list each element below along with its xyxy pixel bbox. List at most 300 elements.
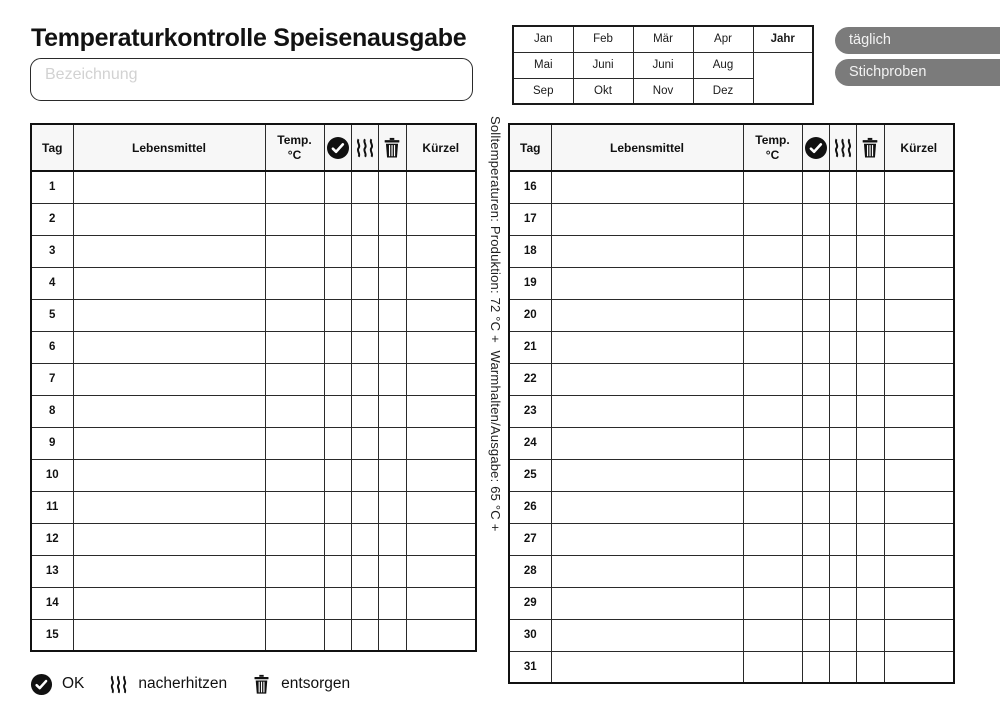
food-cell[interactable] — [73, 331, 265, 363]
ok-cell[interactable] — [802, 267, 829, 299]
day-cell: 11 — [31, 491, 73, 523]
temp-cell[interactable] — [743, 235, 802, 267]
food-cell[interactable] — [73, 587, 265, 619]
reheat-cell[interactable] — [829, 587, 856, 619]
day-cell: 27 — [509, 523, 551, 555]
legend-ok — [30, 673, 84, 696]
reheat-cell[interactable] — [351, 523, 378, 555]
discard-cell[interactable] — [378, 587, 406, 619]
ok-cell[interactable] — [324, 331, 351, 363]
initials-cell[interactable] — [884, 363, 954, 395]
log-row — [509, 235, 954, 267]
reheat-cell[interactable] — [351, 587, 378, 619]
temp-cell[interactable] — [265, 459, 324, 491]
day-cell: 16 — [509, 171, 551, 203]
initials-cell[interactable] — [406, 395, 476, 427]
discard-cell[interactable] — [378, 363, 406, 395]
log-row — [509, 651, 954, 683]
page-title: Temperaturkontrolle Speisenausgabe — [31, 24, 467, 52]
temp-cell[interactable] — [743, 555, 802, 587]
ok-cell[interactable] — [802, 299, 829, 331]
discard-cell[interactable] — [856, 491, 884, 523]
log-row — [31, 363, 476, 395]
initials-cell[interactable] — [406, 203, 476, 235]
target-temperature-note: Solltemperaturen: Produktion: 72 °C + Warmhalten/Ausgabe: 65 °C + — [488, 116, 503, 532]
temp-cell[interactable] — [265, 523, 324, 555]
log-row — [509, 363, 954, 395]
food-cell[interactable] — [73, 363, 265, 395]
designation-input[interactable] — [30, 58, 473, 101]
reheat-cell[interactable] — [351, 395, 378, 427]
reheat-cell[interactable] — [829, 427, 856, 459]
month-aug[interactable]: Aug — [693, 52, 753, 78]
log-row — [31, 587, 476, 619]
discard-cell[interactable] — [378, 427, 406, 459]
reheat-cell[interactable] — [351, 427, 378, 459]
discard-cell[interactable] — [378, 523, 406, 555]
food-cell[interactable] — [551, 203, 743, 235]
food-cell[interactable] — [73, 459, 265, 491]
header-day: Tag — [31, 124, 73, 171]
food-cell[interactable] — [551, 555, 743, 587]
reheat-cell[interactable] — [829, 203, 856, 235]
initials-cell[interactable] — [406, 555, 476, 587]
log-row — [31, 427, 476, 459]
ok-cell[interactable] — [802, 363, 829, 395]
initials-cell[interactable] — [884, 619, 954, 651]
day-cell: 2 — [31, 203, 73, 235]
day-cell: 29 — [509, 587, 551, 619]
log-row — [509, 331, 954, 363]
log-row — [31, 555, 476, 587]
reheat-cell[interactable] — [829, 171, 856, 203]
ok-cell[interactable] — [324, 427, 351, 459]
reheat-cell[interactable] — [829, 619, 856, 651]
day-cell: 8 — [31, 395, 73, 427]
ok-cell[interactable] — [802, 619, 829, 651]
reheat-icon — [832, 136, 854, 160]
temp-cell[interactable] — [265, 395, 324, 427]
ok-cell[interactable] — [324, 299, 351, 331]
month-jan[interactable]: Jan — [513, 26, 573, 52]
reheat-cell[interactable] — [351, 363, 378, 395]
initials-cell[interactable] — [884, 491, 954, 523]
ok-icon — [804, 136, 828, 160]
reheat-cell[interactable] — [351, 459, 378, 491]
initials-cell[interactable] — [884, 203, 954, 235]
day-cell: 7 — [31, 363, 73, 395]
month-dez[interactable]: Dez — [693, 78, 753, 104]
food-cell[interactable] — [73, 491, 265, 523]
temp-cell[interactable] — [743, 459, 802, 491]
temp-cell[interactable] — [265, 171, 324, 203]
day-cell: 1 — [31, 171, 73, 203]
food-cell[interactable] — [551, 363, 743, 395]
month-nov[interactable]: Nov — [633, 78, 693, 104]
discard-cell[interactable] — [856, 555, 884, 587]
log-table-left — [30, 123, 477, 652]
discard-cell[interactable] — [856, 203, 884, 235]
initials-cell[interactable] — [884, 459, 954, 491]
legend-reheat — [108, 673, 227, 696]
initials-cell[interactable] — [884, 427, 954, 459]
temp-cell[interactable] — [265, 299, 324, 331]
temp-cell[interactable] — [743, 491, 802, 523]
year-entry-cell[interactable] — [753, 52, 813, 104]
header-discard — [378, 124, 406, 171]
header-discard — [856, 124, 884, 171]
initials-cell[interactable] — [406, 587, 476, 619]
day-cell: 14 — [31, 587, 73, 619]
day-cell: 18 — [509, 235, 551, 267]
log-row — [509, 587, 954, 619]
discard-cell[interactable] — [378, 491, 406, 523]
legend-ok-label: OK — [62, 675, 85, 692]
reheat-cell[interactable] — [829, 267, 856, 299]
day-cell: 12 — [31, 523, 73, 555]
initials-cell[interactable] — [406, 363, 476, 395]
discard-cell[interactable] — [856, 395, 884, 427]
temp-cell[interactable] — [265, 555, 324, 587]
reheat-cell[interactable] — [351, 267, 378, 299]
initials-cell[interactable] — [884, 235, 954, 267]
food-cell[interactable] — [73, 235, 265, 267]
log-header-row — [31, 124, 476, 171]
reheat-cell[interactable] — [351, 619, 378, 651]
reheat-cell[interactable] — [351, 299, 378, 331]
food-cell[interactable] — [73, 395, 265, 427]
discard-cell[interactable] — [856, 171, 884, 203]
log-row — [509, 427, 954, 459]
day-cell: 25 — [509, 459, 551, 491]
month-feb[interactable]: Feb — [573, 26, 633, 52]
discard-cell[interactable] — [378, 203, 406, 235]
ok-cell[interactable] — [324, 171, 351, 203]
discard-cell[interactable] — [856, 587, 884, 619]
day-cell: 10 — [31, 459, 73, 491]
ok-cell[interactable] — [324, 203, 351, 235]
food-cell[interactable] — [73, 203, 265, 235]
reheat-cell[interactable] — [829, 491, 856, 523]
discard-cell[interactable] — [856, 235, 884, 267]
discard-cell[interactable] — [856, 651, 884, 683]
reheat-cell[interactable] — [829, 395, 856, 427]
header-food: Lebensmittel — [551, 124, 743, 171]
ok-cell[interactable] — [324, 459, 351, 491]
temp-cell[interactable] — [265, 267, 324, 299]
food-cell[interactable] — [551, 235, 743, 267]
badge-spot-checks[interactable]: Stichproben — [835, 59, 1000, 86]
discard-cell[interactable] — [856, 523, 884, 555]
log-row — [509, 619, 954, 651]
header-reheat — [351, 124, 378, 171]
log-row — [509, 459, 954, 491]
log-row — [31, 203, 476, 235]
food-cell[interactable] — [551, 171, 743, 203]
header-temp: Temp. °C — [265, 124, 324, 171]
ok-cell[interactable] — [324, 523, 351, 555]
ok-cell[interactable] — [802, 395, 829, 427]
temp-cell[interactable] — [743, 651, 802, 683]
log-row — [31, 267, 476, 299]
header-temp: Temp. °C — [743, 124, 802, 171]
log-row — [509, 523, 954, 555]
temp-cell[interactable] — [743, 299, 802, 331]
reheat-cell[interactable] — [351, 491, 378, 523]
temp-cell[interactable] — [743, 395, 802, 427]
temp-cell[interactable] — [743, 619, 802, 651]
log-row — [31, 395, 476, 427]
initials-cell[interactable] — [406, 523, 476, 555]
initials-cell[interactable] — [884, 171, 954, 203]
day-cell: 9 — [31, 427, 73, 459]
reheat-cell[interactable] — [829, 235, 856, 267]
month-okt[interactable]: Okt — [573, 78, 633, 104]
food-cell[interactable] — [551, 523, 743, 555]
trash-icon — [251, 673, 272, 696]
log-row — [509, 395, 954, 427]
reheat-cell[interactable] — [351, 331, 378, 363]
food-cell[interactable] — [551, 651, 743, 683]
food-cell[interactable] — [73, 555, 265, 587]
initials-cell[interactable] — [406, 619, 476, 651]
temp-cell[interactable] — [743, 523, 802, 555]
reheat-icon — [108, 673, 129, 696]
temp-cell[interactable] — [743, 363, 802, 395]
ok-icon — [326, 136, 350, 160]
initials-cell[interactable] — [406, 491, 476, 523]
reheat-cell[interactable] — [829, 363, 856, 395]
ok-icon — [30, 673, 53, 696]
discard-cell[interactable] — [856, 363, 884, 395]
initials-cell[interactable] — [406, 299, 476, 331]
ok-cell[interactable] — [802, 459, 829, 491]
food-cell[interactable] — [551, 299, 743, 331]
reheat-cell[interactable] — [351, 203, 378, 235]
ok-cell[interactable] — [802, 203, 829, 235]
discard-cell[interactable] — [856, 299, 884, 331]
trash-icon — [859, 136, 881, 160]
legend-reheat-label: nacherhitzen — [138, 675, 228, 692]
month-mai[interactable]: Mai — [513, 52, 573, 78]
badge-daily[interactable]: täglich — [835, 27, 1000, 54]
food-cell[interactable] — [73, 299, 265, 331]
discard-cell[interactable] — [856, 619, 884, 651]
reheat-cell[interactable] — [829, 651, 856, 683]
initials-cell[interactable] — [406, 331, 476, 363]
food-cell[interactable] — [551, 491, 743, 523]
log-table-right — [508, 123, 955, 684]
initials-cell[interactable] — [406, 235, 476, 267]
log-row — [31, 299, 476, 331]
ok-cell[interactable] — [802, 491, 829, 523]
legend-discard-label: entsorgen — [281, 675, 351, 692]
header-food: Lebensmittel — [73, 124, 265, 171]
initials-cell[interactable] — [406, 171, 476, 203]
ok-cell[interactable] — [802, 427, 829, 459]
food-cell[interactable] — [551, 619, 743, 651]
ok-cell[interactable] — [324, 491, 351, 523]
initials-cell[interactable] — [884, 395, 954, 427]
day-cell: 31 — [509, 651, 551, 683]
log-row — [31, 171, 476, 203]
temp-cell[interactable] — [743, 427, 802, 459]
legend-discard — [251, 673, 350, 696]
temp-cell[interactable] — [743, 331, 802, 363]
log-row — [31, 459, 476, 491]
year-label: Jahr — [753, 26, 813, 52]
trash-icon — [381, 136, 403, 160]
ok-cell[interactable] — [802, 587, 829, 619]
initials-cell[interactable] — [406, 267, 476, 299]
day-cell: 22 — [509, 363, 551, 395]
log-row — [509, 555, 954, 587]
food-cell[interactable] — [73, 523, 265, 555]
header-initials: Kürzel — [884, 124, 954, 171]
discard-cell[interactable] — [378, 235, 406, 267]
reheat-cell[interactable] — [829, 459, 856, 491]
temp-cell[interactable] — [265, 491, 324, 523]
day-cell: 23 — [509, 395, 551, 427]
discard-cell[interactable] — [378, 267, 406, 299]
ok-cell[interactable] — [802, 651, 829, 683]
food-cell[interactable] — [551, 459, 743, 491]
food-cell[interactable] — [551, 587, 743, 619]
day-cell: 4 — [31, 267, 73, 299]
reheat-cell[interactable] — [829, 555, 856, 587]
day-cell: 17 — [509, 203, 551, 235]
temp-cell[interactable] — [265, 427, 324, 459]
discard-cell[interactable] — [378, 395, 406, 427]
ok-cell[interactable] — [324, 555, 351, 587]
legend — [30, 669, 374, 699]
day-cell: 5 — [31, 299, 73, 331]
day-cell: 21 — [509, 331, 551, 363]
reheat-cell[interactable] — [829, 299, 856, 331]
initials-cell[interactable] — [884, 555, 954, 587]
ok-cell[interactable] — [802, 523, 829, 555]
ok-cell[interactable] — [802, 555, 829, 587]
initials-cell[interactable] — [884, 587, 954, 619]
initials-cell[interactable] — [406, 459, 476, 491]
month-juni[interactable]: Juni — [573, 52, 633, 78]
discard-cell[interactable] — [378, 331, 406, 363]
day-cell: 19 — [509, 267, 551, 299]
reheat-cell[interactable] — [351, 171, 378, 203]
initials-cell[interactable] — [884, 267, 954, 299]
temp-cell[interactable] — [265, 587, 324, 619]
log-row — [31, 331, 476, 363]
day-cell: 6 — [31, 331, 73, 363]
reheat-cell[interactable] — [351, 235, 378, 267]
log-row — [31, 619, 476, 651]
ok-cell[interactable] — [802, 171, 829, 203]
header-ok — [324, 124, 351, 171]
ok-cell[interactable] — [324, 587, 351, 619]
day-cell: 28 — [509, 555, 551, 587]
ok-cell[interactable] — [324, 395, 351, 427]
month-sep[interactable]: Sep — [513, 78, 573, 104]
initials-cell[interactable] — [406, 427, 476, 459]
ok-cell[interactable] — [324, 235, 351, 267]
food-cell[interactable] — [73, 619, 265, 651]
temp-cell[interactable] — [265, 235, 324, 267]
header-reheat — [829, 124, 856, 171]
reheat-cell[interactable] — [829, 523, 856, 555]
ok-cell[interactable] — [324, 267, 351, 299]
ok-cell[interactable] — [324, 363, 351, 395]
month-selector-grid — [512, 25, 814, 105]
header-initials: Kürzel — [406, 124, 476, 171]
initials-cell[interactable] — [884, 299, 954, 331]
log-row — [509, 171, 954, 203]
temp-cell[interactable] — [265, 363, 324, 395]
temp-cell[interactable] — [743, 171, 802, 203]
day-cell: 20 — [509, 299, 551, 331]
log-header-row — [509, 124, 954, 171]
temp-cell[interactable] — [265, 203, 324, 235]
reheat-icon — [354, 136, 376, 160]
temp-cell[interactable] — [743, 587, 802, 619]
day-cell: 30 — [509, 619, 551, 651]
log-row — [31, 523, 476, 555]
day-cell: 15 — [31, 619, 73, 651]
log-row — [509, 491, 954, 523]
ok-cell[interactable] — [802, 331, 829, 363]
food-cell[interactable] — [551, 331, 743, 363]
reheat-cell[interactable] — [829, 331, 856, 363]
initials-cell[interactable] — [884, 523, 954, 555]
ok-cell[interactable] — [802, 235, 829, 267]
discard-cell[interactable] — [856, 331, 884, 363]
temp-cell[interactable] — [265, 619, 324, 651]
day-cell: 26 — [509, 491, 551, 523]
ok-cell[interactable] — [324, 619, 351, 651]
header-day: Tag — [509, 124, 551, 171]
discard-cell[interactable] — [378, 459, 406, 491]
discard-cell[interactable] — [856, 267, 884, 299]
temp-cell[interactable] — [743, 267, 802, 299]
log-row — [31, 235, 476, 267]
initials-cell[interactable] — [884, 331, 954, 363]
food-cell[interactable] — [73, 427, 265, 459]
header-ok — [802, 124, 829, 171]
food-cell[interactable] — [73, 171, 265, 203]
day-cell: 24 — [509, 427, 551, 459]
food-cell[interactable] — [551, 395, 743, 427]
discard-cell[interactable] — [378, 171, 406, 203]
temp-cell[interactable] — [265, 331, 324, 363]
temp-cell[interactable] — [743, 203, 802, 235]
month-apr[interactable]: Apr — [693, 26, 753, 52]
log-row — [509, 299, 954, 331]
discard-cell[interactable] — [378, 299, 406, 331]
food-cell[interactable] — [73, 267, 265, 299]
day-cell: 3 — [31, 235, 73, 267]
reheat-cell[interactable] — [351, 555, 378, 587]
discard-cell[interactable] — [856, 459, 884, 491]
day-cell: 13 — [31, 555, 73, 587]
month-mar[interactable]: Mär — [633, 26, 693, 52]
discard-cell[interactable] — [856, 427, 884, 459]
month-juni-2[interactable]: Juni — [633, 52, 693, 78]
discard-cell[interactable] — [378, 619, 406, 651]
discard-cell[interactable] — [378, 555, 406, 587]
initials-cell[interactable] — [884, 651, 954, 683]
log-row — [31, 491, 476, 523]
food-cell[interactable] — [551, 267, 743, 299]
food-cell[interactable] — [551, 427, 743, 459]
